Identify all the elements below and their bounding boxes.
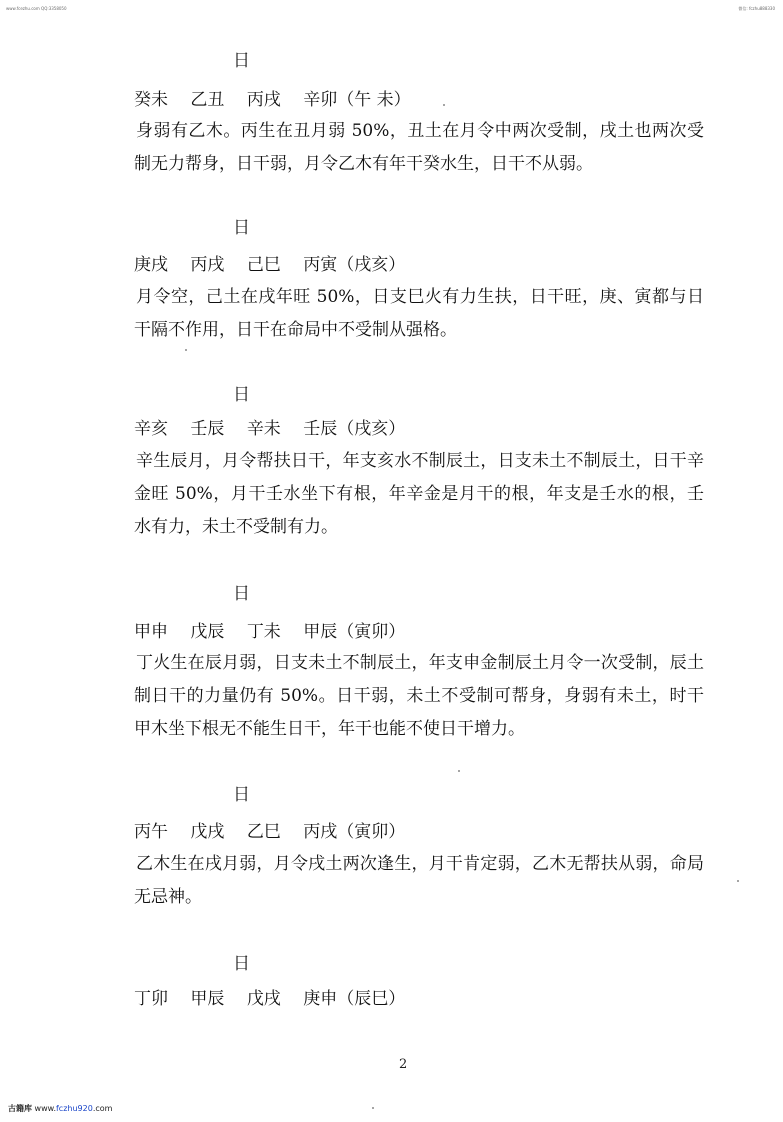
day-label: 日 <box>233 584 250 604</box>
footer-site-link[interactable] <box>8 1103 112 1114</box>
footer-brand: 古籍库 <box>8 1104 32 1113</box>
hour-pillar: 辛卯（午 未） <box>303 90 411 110</box>
month-pillar: 戊戌 <box>190 822 225 842</box>
analysis-paragraph: 乙木生在戌月弱，月令戌土两次逢生，月干肯定弱，乙木无帮扶从弱，命局无忌神。 <box>134 854 704 907</box>
pillars-row <box>134 622 405 642</box>
pillars-row <box>134 822 405 842</box>
year-pillar: 丁卯 <box>134 989 168 1009</box>
year-pillar: 甲申 <box>134 622 168 642</box>
month-pillar: 壬辰 <box>190 419 225 439</box>
day-label: 日 <box>233 51 250 71</box>
month-pillar: 戊辰 <box>190 622 225 642</box>
year-pillar: 庚戌 <box>134 255 168 275</box>
day-label: 日 <box>233 385 250 405</box>
hour-pillar: 丙寅（戌亥） <box>303 255 406 275</box>
month-pillar: 乙丑 <box>190 90 225 110</box>
hour-pillar: 壬辰（戌亥） <box>303 419 406 439</box>
day-pillar: 辛未 <box>246 419 281 439</box>
day-label: 日 <box>233 785 250 805</box>
day-pillar: 丙戌 <box>246 90 281 110</box>
footer-url-prefix: www. <box>34 1104 56 1113</box>
pillars-row <box>134 255 405 275</box>
analysis-paragraph: 丁火生在辰月弱，日支未土不制辰土，年支申金制辰土月令一次受制，辰土制日干的力量仍有 50%。日干弱，未土不受制可帮身，身弱有未土，时干甲木坐下根无不能生日干，年干也能不使日干增力。 <box>134 653 704 739</box>
day-pillar: 戊戌 <box>246 989 281 1009</box>
pillars-row <box>134 989 405 1009</box>
header-left-watermark: www.fcezhu.com QQ:3358050 <box>6 6 67 11</box>
footer-url-domain: fczhu920 <box>55 1104 93 1113</box>
month-pillar: 丙戌 <box>190 255 225 275</box>
header-right-watermark: 微信: fczhu888330 <box>738 6 775 11</box>
scan-speck <box>372 1107 374 1109</box>
scan-speck <box>737 880 739 882</box>
scan-speck <box>443 104 445 106</box>
scan-speck <box>458 770 460 772</box>
day-pillar: 己巳 <box>246 255 281 275</box>
page-number: 2 <box>399 1057 408 1072</box>
pillars-row <box>134 419 405 439</box>
year-pillar: 丙午 <box>134 822 168 842</box>
analysis-paragraph: 辛生辰月，月令帮扶日干，年支亥水不制辰土，日支未土不制辰土，日干辛金旺 50%，月干壬水坐下有根，年辛金是月干的根，年支是壬水的根，壬水有力，未土不受制有力。 <box>134 451 704 537</box>
pillars-row <box>134 90 411 110</box>
footer-url-suffix: .com <box>92 1104 113 1113</box>
scan-speck <box>185 349 187 351</box>
day-pillar: 丁未 <box>246 622 281 642</box>
analysis-paragraph: 身弱有乙木。丙生在丑月弱 50%，丑土在月令中两次受制，戌土也两次受制无力帮身，日干弱，月令乙木有年干癸水生，日干不从弱。 <box>134 121 704 174</box>
month-pillar: 甲辰 <box>190 989 225 1009</box>
day-pillar: 乙巳 <box>246 822 281 842</box>
day-label: 日 <box>233 954 250 974</box>
hour-pillar: 庚申（辰巳） <box>303 989 406 1009</box>
hour-pillar: 甲辰（寅卯） <box>303 622 406 642</box>
hour-pillar: 丙戌（寅卯） <box>303 822 406 842</box>
year-pillar: 癸未 <box>134 90 168 110</box>
day-label: 日 <box>233 218 250 238</box>
year-pillar: 辛亥 <box>134 419 168 439</box>
analysis-paragraph: 月令空，己土在戌年旺 50%，日支巳火有力生扶，日干旺，庚、寅都与日干隔不作用，日干在命局中不受制从强格。 <box>134 287 704 340</box>
